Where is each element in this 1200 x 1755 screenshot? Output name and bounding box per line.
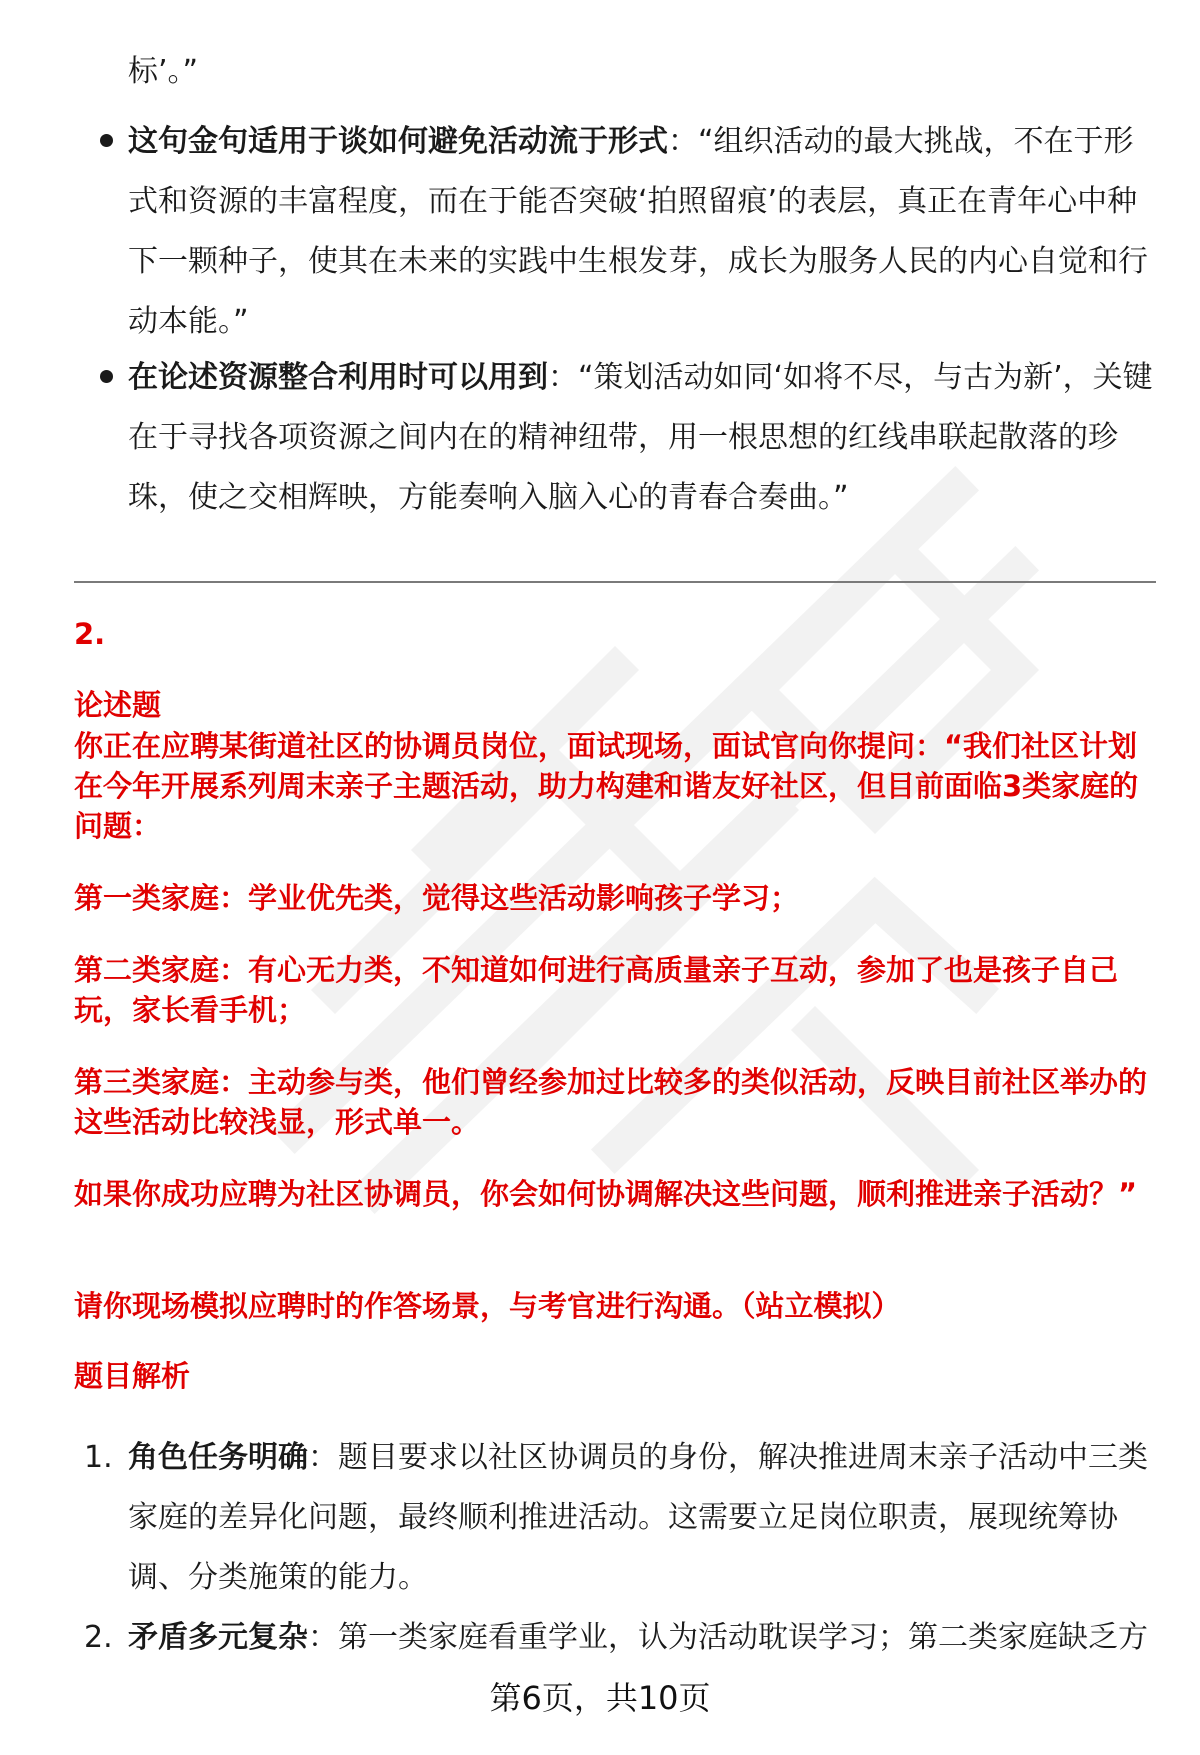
- analysis-item-lead: 矛盾多元复杂: [128, 1620, 308, 1655]
- analysis-item-body: 第一类家庭看重学业，认为活动耽误学习；第二类家庭缺乏方: [338, 1620, 1148, 1655]
- bullet-colon: ：: [548, 360, 578, 395]
- question-type: 论述题: [74, 688, 162, 722]
- analysis-item-colon: ：: [308, 1620, 338, 1655]
- bullet-text: [128, 112, 1154, 352]
- bullet-body: “组织活动的最大挑战，不在于形式和资源的丰富程度，而在于能否突破‘拍照留痕’的表层，真正在青年心中种下一颗种子，使其在未来的实践中生根发芽，成长为服务人民的内心自觉和行动本能。”: [128, 124, 1148, 339]
- continued-text: 标’。”: [128, 54, 199, 89]
- question-number: 2.: [74, 617, 106, 651]
- analysis-item-body: 题目要求以社区协调员的身份，解决推进周末亲子活动中三类家庭的差异化问题，最终顺利推进活动。这需要立足岗位职责，展现统筹协调、分类施策的能力。: [128, 1440, 1148, 1595]
- page-footer: 第6页，共10页: [489, 1679, 711, 1717]
- analysis-item-number: 1.: [84, 1440, 113, 1475]
- analysis-item-lead: 角色任务明确: [128, 1440, 308, 1475]
- bullet-lead: 在论述资源整合利用时可以用到: [128, 360, 548, 395]
- question-family-2: 第二类家庭：有心无力类，不知道如何进行高质量亲子互动，参加了也是孩子自己玩，家长看手机；: [74, 953, 1119, 1027]
- section-divider: [74, 581, 1156, 583]
- question-intro: 你正在应聘某街道社区的协调员岗位，面试现场，面试官向你提问：“我们社区计划在今年开展系列周末亲子主题活动，助力构建和谐友好社区，但目前面临3类家庭的问题：: [74, 729, 1139, 843]
- question-family-1: 第一类家庭：学业优先类，觉得这些活动影响孩子学习；: [74, 881, 800, 915]
- analysis-item-text: [128, 1428, 1154, 1608]
- analysis-item-number: 2.: [84, 1620, 113, 1655]
- bullet-colon: ：: [668, 124, 698, 159]
- analysis-item-colon: ：: [308, 1440, 338, 1475]
- analysis-item-text: [128, 1608, 1154, 1668]
- bullet-lead: 这句金句适用于谈如何避免活动流于形式: [128, 124, 668, 159]
- question-family-3: 第三类家庭：主动参与类，他们曾经参加过比较多的类似活动，反映目前社区举办的这些活动比较浅显，形式单一。: [74, 1065, 1148, 1139]
- question-instruction: 请你现场模拟应聘时的作答场景，与考官进行沟通。（站立模拟）: [74, 1289, 901, 1323]
- analysis-heading: 题目解析: [74, 1359, 191, 1393]
- bullet-body: “策划活动如同‘如将不尽，与古为新’，关键在于寻找各项资源之间内在的精神纽带，用一根思想的红线串联起散落的珍珠，使之交相辉映，方能奏响入脑入心的青春合奏曲。”: [128, 360, 1153, 515]
- bullet-dot-icon: [100, 134, 113, 147]
- bullet-dot-icon: [100, 370, 113, 383]
- bullet-text: [128, 348, 1154, 528]
- question-ask: 如果你成功应聘为社区协调员，你会如何协调解决这些问题，顺利推进亲子活动？”: [74, 1177, 1138, 1211]
